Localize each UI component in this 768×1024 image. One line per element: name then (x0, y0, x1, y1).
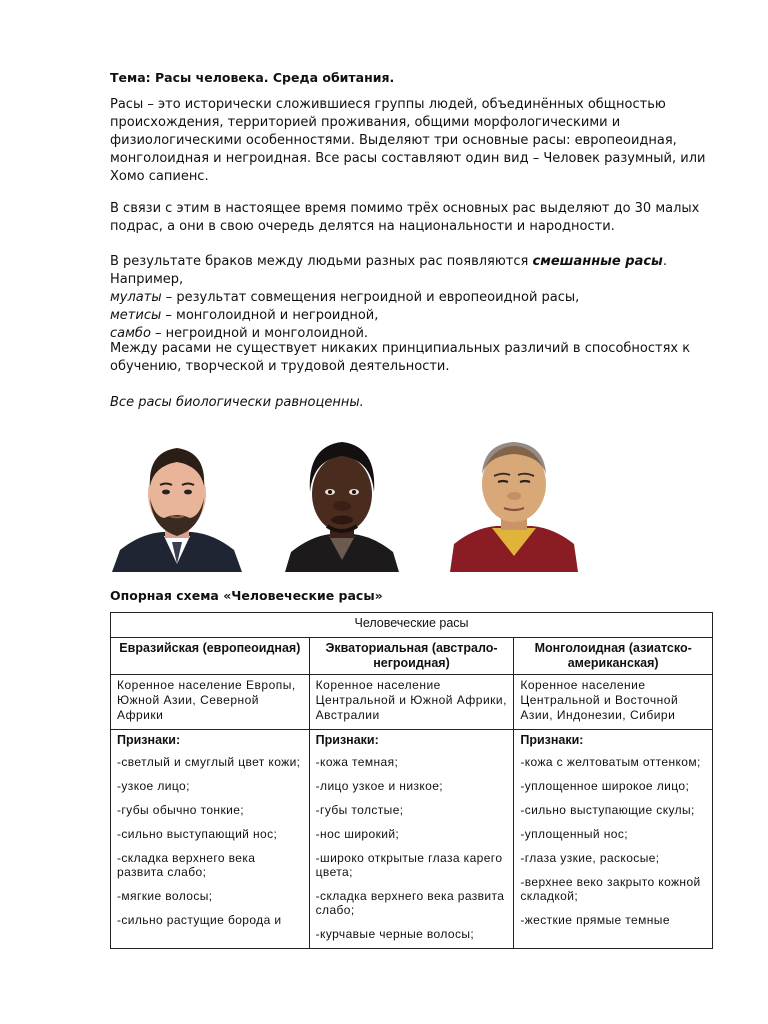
features-label: Признаки: (520, 733, 584, 747)
feature-item: -складка верхнего века развита слабо; (315, 889, 505, 917)
term-mulatto: мулаты (110, 290, 162, 305)
portrait-european-image (110, 432, 244, 572)
column-header-mongoloid: Монголоидная (азиатско-американская) (514, 638, 713, 675)
paragraph-equality: Между расами не существует никаких принципиальных различий в способностях к обучению, творческой и трудовой деятельности. (110, 341, 691, 374)
feature-item: -сильно растущие борода и (117, 913, 282, 927)
races-table (110, 612, 713, 949)
habitat-row (111, 675, 713, 730)
feature-item: -лицо узкое и низкое; (315, 779, 444, 793)
scheme-title: Опорная схема «Человеческие расы» (110, 588, 383, 603)
feature-item: -широко открытые глаза карего цвета; (315, 851, 503, 879)
features-label: Признаки: (315, 733, 379, 747)
habitat-equatorial: Коренное население Центральной и Южной Африки, Австралии (309, 675, 514, 730)
habitat-mongoloid: Коренное население Центральной и Восточной Азии, Индонезии, Сибири (514, 675, 713, 730)
term-sambo-text: – негроидной и монголоидной. (150, 326, 369, 341)
feature-item: -сильно выступающий нос; (117, 827, 278, 841)
feature-item: -губы обычно тонкие; (117, 803, 245, 817)
feature-item: -узкое лицо; (117, 779, 190, 793)
feature-item: -глаза узкие, раскосые; (520, 851, 660, 865)
portrait-european (110, 432, 244, 572)
column-header-eurasian: Евразийская (европеоидная) (111, 638, 310, 675)
portrait-african (283, 432, 401, 572)
paragraph-subraces: В связи с этим в настоящее время помимо трёх основных рас выделяют до 30 малых подрас, а они в свою очередь делятся на национальности и народности. (110, 201, 700, 234)
mixed-races-term: смешанные расы (532, 254, 663, 269)
feature-item: -кожа темная; (315, 755, 399, 769)
feature-item: -верхнее веко закрыто кожной складкой; (520, 875, 701, 903)
paragraph-mixed-races (110, 253, 710, 343)
features-mongoloid (514, 730, 713, 949)
table-title-row (111, 613, 713, 638)
feature-item: -сильно выступающие скулы; (520, 803, 695, 817)
mixed-intro-tail: . Например, (110, 254, 667, 287)
portrait-african-image (283, 432, 401, 572)
feature-item: -складка верхнего века развита слабо; (117, 851, 256, 879)
term-mestizo: метисы (110, 308, 162, 323)
features-row (111, 730, 713, 949)
mixed-intro: В результате браков между людьми разных рас появляются (110, 254, 533, 269)
feature-item: -кожа с желтоватым оттенком; (520, 755, 701, 769)
paragraph-conclusion: Все расы биологически равноценны. (110, 395, 364, 410)
feature-item: -уплощенный нос; (520, 827, 628, 841)
habitat-eurasian: Коренное население Европы, Южной Азии, Северной Африки (111, 675, 310, 730)
paragraph-definition: Расы – это исторически сложившиеся группы людей, объединённых общностью происхождения, территорией проживания, общими морфологическими и физиологическими особенностями. Выделяют три основные расы: европеоидная, монголоидная и негроидная. Все расы составляют один вид – Человек разумный, или Хомо сапиенс. (110, 97, 706, 184)
features-equatorial (309, 730, 514, 949)
feature-item: -курчавые черные волосы; (315, 927, 475, 941)
column-header-equatorial: Экваториальная (австрало-негроидная) (309, 638, 514, 675)
feature-item: -мягкие волосы; (117, 889, 213, 903)
feature-item: -нос широкий; (315, 827, 400, 841)
feature-item: -уплощенное широкое лицо; (520, 779, 690, 793)
table-header-row (111, 638, 713, 675)
feature-item: -жесткие прямые темные (520, 913, 670, 927)
feature-item: -губы толстые; (315, 803, 404, 817)
term-mulatto-text: – результат совмещения негроидной и европеоидной расы, (161, 290, 580, 305)
features-eurasian (111, 730, 310, 949)
feature-item: -светлый и смуглый цвет кожи; (117, 755, 301, 769)
portrait-asian (448, 432, 580, 572)
term-sambo: самбо (110, 326, 151, 341)
table-title: Человеческие расы (111, 613, 713, 638)
document-title: Тема: Расы человека. Среда обитания. (110, 70, 395, 85)
portrait-asian-image (448, 432, 580, 572)
term-mestizo-text: – монголоидной и негроидной, (161, 308, 379, 323)
features-label: Признаки: (117, 733, 181, 747)
